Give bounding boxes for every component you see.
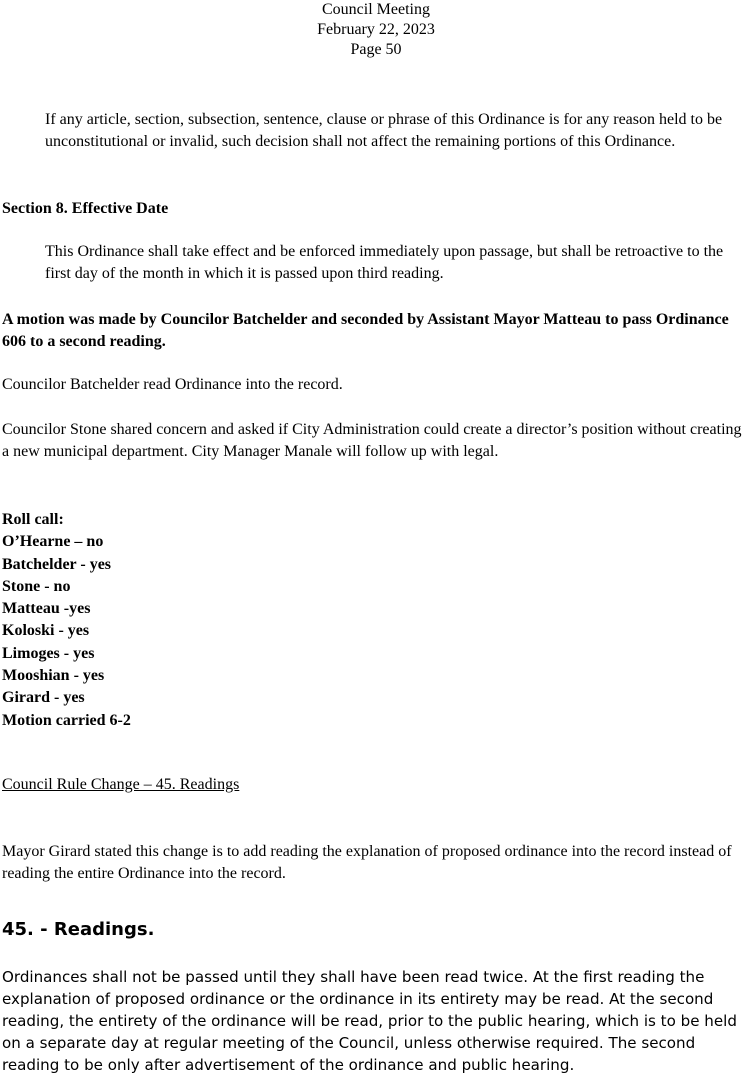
meeting-date: February 22, 2023 [317, 21, 435, 38]
meeting-title: Council Meeting [322, 1, 430, 18]
severability-paragraph: If any article, section, subsection, sentence, clause or phrase of this Ordinance is for any reason held to be unconstitutional or invalid, such decision shall not affect the remaining portions of this Ordinance. [45, 111, 723, 150]
rule-change-heading: Council Rule Change – 45. Readings [2, 776, 240, 793]
rule-text: Ordinances shall not be passed until they shall have been read twice. At the first reading the explanation of proposed ordinance or the ordinance in its entirety may be read. At the second reading, the entirety of the ordinance will be read, prior to the public hearing, which is to be held on a separate day at regular meeting of the Council, unless otherwise required. The second reading to be only after advertisement of the ordinance and public hearing. [2, 968, 737, 1074]
rule-change-explanation: Mayor Girard stated this change is to add reading the explanation of proposed ordinance into the record instead of reading the entire Ordinance into the record. [2, 843, 732, 882]
roll-call-vote: Koloski - yes [2, 622, 90, 640]
read-record-paragraph: Councilor Batchelder read Ordinance into the record. [2, 376, 343, 393]
rule-title: 45. - Readings. [2, 919, 155, 940]
roll-call-vote: Girard - yes [2, 689, 85, 707]
concern-paragraph: Councilor Stone shared concern and asked if City Administration could create a director’s position without creating a new municipal department. City Manager Manale will follow up with legal. [2, 421, 742, 460]
roll-call-vote: Matteau -yes [2, 600, 91, 618]
roll-call-list [2, 509, 131, 732]
roll-call-heading: Roll call: [2, 511, 64, 528]
motion-paragraph: A motion was made by Councilor Batchelder and seconded by Assistant Mayor Matteau to pass Ordinance 606 to a second reading. [2, 311, 729, 350]
roll-call-vote: Stone - no [2, 577, 71, 595]
page-header [0, 0, 752, 60]
effective-date-paragraph: This Ordinance shall take effect and be enforced immediately upon passage, but shall be retroactive to the first day of the month in which it is passed upon third reading. [45, 243, 724, 282]
roll-call-vote: O’Hearne – no [2, 533, 104, 551]
roll-call-vote: Batchelder - yes [2, 555, 112, 573]
motion-result: Motion carried 6-2 [2, 711, 131, 729]
roll-call-vote: Limoges - yes [2, 644, 95, 662]
roll-call-vote: Mooshian - yes [2, 667, 105, 685]
section-8-heading: Section 8. Effective Date [2, 200, 169, 217]
page-number: Page 50 [350, 41, 402, 58]
